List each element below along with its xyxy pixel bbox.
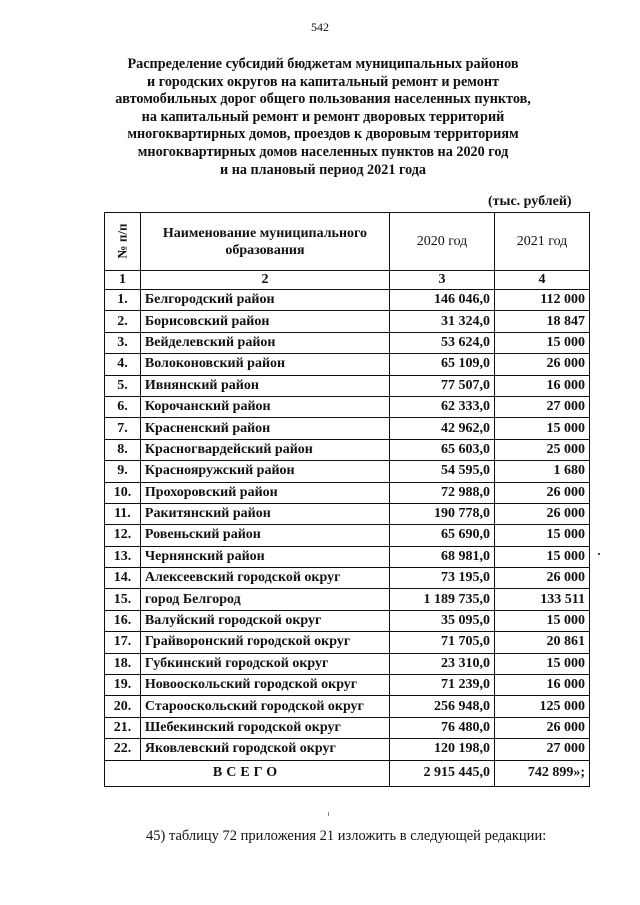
value-2021: 15 000 — [495, 546, 590, 567]
row-number: 8. — [105, 439, 141, 460]
value-2021: 26 000 — [495, 568, 590, 589]
value-2020: 120 198,0 — [390, 739, 495, 760]
row-number: 11. — [105, 503, 141, 524]
municipality-name: Старооскольский городской округ — [140, 696, 389, 717]
table-row — [105, 482, 590, 503]
value-2020: 65 690,0 — [390, 525, 495, 546]
row-number: 13. — [105, 546, 141, 567]
title-line: многоквартирных домов, проездов к дворовым территориям — [127, 126, 519, 143]
value-2020: 146 046,0 — [390, 290, 495, 311]
municipality-name: Ровеньский район — [140, 525, 389, 546]
scan-tick — [328, 812, 329, 816]
row-number: 20. — [105, 696, 141, 717]
value-2021: 15 000 — [495, 332, 590, 353]
column-index: 4 — [495, 271, 590, 290]
municipality-name: Ракитянский район — [140, 503, 389, 524]
municipality-name: Чернянский район — [140, 546, 389, 567]
municipality-name: Вейделевский район — [140, 332, 389, 353]
municipality-name: Грайворонский городской округ — [140, 632, 389, 653]
page-number: 542 — [311, 20, 329, 34]
municipality-name: Краснояружский район — [140, 461, 389, 482]
table-header-row — [105, 213, 590, 271]
row-number: 22. — [105, 739, 141, 760]
column-index: 3 — [390, 271, 495, 290]
column-index: 1 — [105, 271, 141, 290]
row-number: 4. — [105, 354, 141, 375]
value-2020: 68 981,0 — [390, 546, 495, 567]
value-2020: 54 595,0 — [390, 461, 495, 482]
municipality-name: Прохоровский район — [140, 482, 389, 503]
header-2020: 2020 год — [390, 213, 495, 271]
amendment-note: 45) таблицу 72 приложения 21 изложить в следующей редакции: — [146, 828, 547, 844]
total-2020: 2 915 445,0 — [390, 760, 495, 786]
value-2021: 15 000 — [495, 525, 590, 546]
value-2020: 31 324,0 — [390, 311, 495, 332]
value-2021: 26 000 — [495, 354, 590, 375]
row-number: 17. — [105, 632, 141, 653]
value-2021: 20 861 — [495, 632, 590, 653]
title-line: на капитальный ремонт и ремонт дворовых территорий — [141, 108, 505, 125]
municipality-name: Валуйский городской округ — [140, 610, 389, 631]
row-number: 19. — [105, 675, 141, 696]
value-2020: 71 705,0 — [390, 632, 495, 653]
table-row — [105, 396, 590, 417]
table-row — [105, 503, 590, 524]
municipality-name: Корочанский район — [140, 396, 389, 417]
value-2020: 1 189 735,0 — [390, 589, 495, 610]
table-row — [105, 739, 590, 760]
table-row — [105, 375, 590, 396]
column-index-row — [105, 271, 590, 290]
row-number: 1. — [105, 290, 141, 311]
municipality-name: Шебекинский городской округ — [140, 717, 389, 738]
value-2020: 190 778,0 — [390, 503, 495, 524]
row-number: 16. — [105, 610, 141, 631]
row-number: 7. — [105, 418, 141, 439]
row-number: 14. — [105, 568, 141, 589]
value-2021: 16 000 — [495, 675, 590, 696]
value-2021: 1 680 — [495, 461, 590, 482]
value-2020: 73 195,0 — [390, 568, 495, 589]
row-number: 15. — [105, 589, 141, 610]
value-2020: 71 239,0 — [390, 675, 495, 696]
title-line: многоквартирных домов населенных пунктов на 2020 год — [137, 143, 509, 160]
value-2021: 27 000 — [495, 739, 590, 760]
table-row — [105, 568, 590, 589]
total-row — [105, 760, 590, 786]
municipality-name: Новооскольский городской округ — [140, 675, 389, 696]
value-2021: 18 847 — [495, 311, 590, 332]
row-number: 12. — [105, 525, 141, 546]
municipality-name: Алексеевский городской округ — [140, 568, 389, 589]
table-row — [105, 589, 590, 610]
value-2020: 72 988,0 — [390, 482, 495, 503]
table-row — [105, 610, 590, 631]
value-2021: 16 000 — [495, 375, 590, 396]
value-2020: 53 624,0 — [390, 332, 495, 353]
value-2020: 23 310,0 — [390, 653, 495, 674]
value-2021: 27 000 — [495, 396, 590, 417]
municipality-name: Ивнянский район — [140, 375, 389, 396]
municipality-name: Красногвардейский район — [140, 439, 389, 460]
value-2021: 26 000 — [495, 482, 590, 503]
row-number: 9. — [105, 461, 141, 482]
table-row — [105, 653, 590, 674]
column-index: 2 — [140, 271, 389, 290]
title-line: и на плановый период 2021 года — [219, 161, 427, 178]
row-number: 3. — [105, 332, 141, 353]
title-line: Распределение субсидий бюджетам муниципальных районов — [127, 56, 519, 72]
header-num: № п/п — [105, 213, 141, 271]
value-2021: 15 000 — [495, 610, 590, 631]
row-number: 21. — [105, 717, 141, 738]
value-2021: 15 000 — [495, 418, 590, 439]
table-row — [105, 717, 590, 738]
table-row — [105, 439, 590, 460]
table-row — [105, 632, 590, 653]
value-2020: 62 333,0 — [390, 396, 495, 417]
table-row — [105, 332, 590, 353]
value-2021: 26 000 — [495, 717, 590, 738]
table-row — [105, 461, 590, 482]
value-2020: 42 962,0 — [390, 418, 495, 439]
header-name: Наименование муниципального образования — [140, 213, 389, 271]
scan-dot — [598, 553, 600, 555]
table-row — [105, 525, 590, 546]
municipality-name: Яковлевский городской округ — [140, 739, 389, 760]
units-label: (тыс. рублей) — [488, 194, 572, 209]
total-label: ВСЕГО — [105, 760, 390, 786]
value-2021: 25 000 — [495, 439, 590, 460]
municipality-name: Губкинский городской округ — [140, 653, 389, 674]
header-2021: 2021 год — [495, 213, 590, 271]
municipality-name: Волоконовский район — [140, 354, 389, 375]
title-line: и городских округов на капитальный ремонт и ремонт — [147, 73, 499, 90]
row-number: 10. — [105, 482, 141, 503]
table-row — [105, 354, 590, 375]
municipality-name: Белгородский район — [140, 290, 389, 311]
value-2020: 77 507,0 — [390, 375, 495, 396]
municipality-name: Борисовский район — [140, 311, 389, 332]
value-2020: 65 603,0 — [390, 439, 495, 460]
row-number: 6. — [105, 396, 141, 417]
value-2020: 76 480,0 — [390, 717, 495, 738]
table-row — [105, 418, 590, 439]
row-number: 18. — [105, 653, 141, 674]
value-2020: 65 109,0 — [390, 354, 495, 375]
document-title — [95, 56, 551, 179]
value-2020: 35 095,0 — [390, 610, 495, 631]
value-2021: 112 000 — [495, 290, 590, 311]
table-row — [105, 675, 590, 696]
row-number: 2. — [105, 311, 141, 332]
total-2021: 742 899»; — [495, 760, 590, 786]
table-row — [105, 696, 590, 717]
value-2020: 256 948,0 — [390, 696, 495, 717]
table-row — [105, 311, 590, 332]
value-2021: 125 000 — [495, 696, 590, 717]
municipality-name: Красненский район — [140, 418, 389, 439]
row-number: 5. — [105, 375, 141, 396]
table-row — [105, 290, 590, 311]
subsidies-table — [104, 212, 590, 787]
municipality-name: город Белгород — [140, 589, 389, 610]
table-row — [105, 546, 590, 567]
value-2021: 133 511 — [495, 589, 590, 610]
title-line: автомобильных дорог общего пользования населенных пунктов, — [115, 91, 531, 108]
value-2021: 26 000 — [495, 503, 590, 524]
value-2021: 15 000 — [495, 653, 590, 674]
